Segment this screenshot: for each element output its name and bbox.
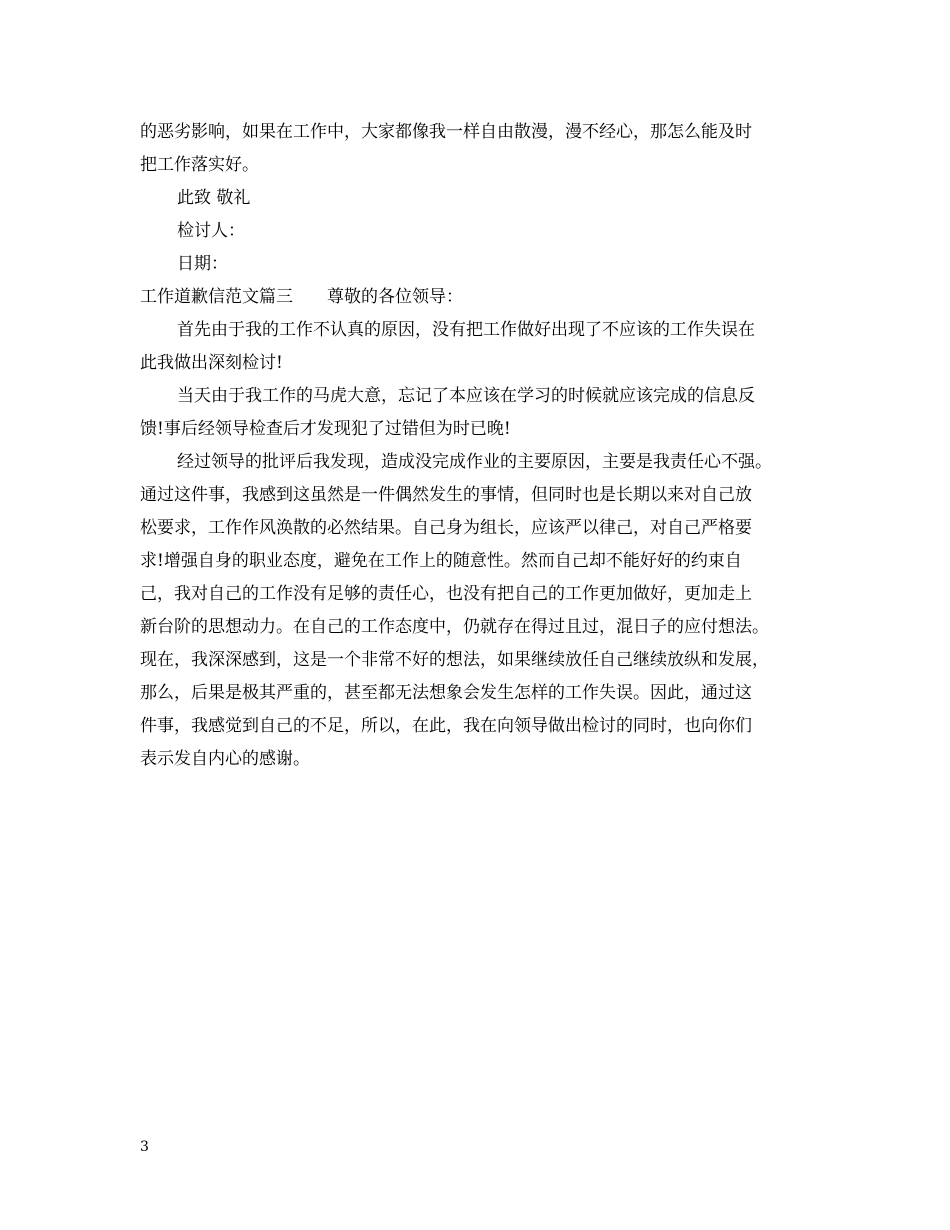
text-line: 通过这件事，我感到这虽然是一件偶然发生的事情，但同时也是长期以来对自己放 [140,485,752,505]
text-line: 那么，后果是极其严重的，甚至都无法想象会发生怎样的工作失误。因此，通过这 [140,683,752,703]
text-line: 新台阶的思想动力。在自己的工作态度中，仍就存在得过且过，混日子的应付想法。 [140,617,769,637]
closing-line: 此致 敬礼 [177,188,251,208]
document-body [140,116,840,776]
salutation: 尊敬的各位领导： [327,287,463,307]
text-line: 的恶劣影响，如果在工作中，大家都像我一样自由散漫，漫不经心，那怎么能及时 [140,122,752,142]
text-line: 己，我对自己的工作没有足够的责任心，也没有把自己的工作更加做好，更加走上 [140,584,752,604]
text-line: 把工作落实好。 [140,155,259,175]
text-line: 现在，我深深感到，这是一个非常不好的想法，如果继续放任自己继续放纵和发展， [140,650,769,670]
page-number: 3 [140,1139,149,1155]
text-line: 表示发自内心的感谢。 [140,749,310,769]
text-line: 求!增强自身的职业态度，避免在工作上的随意性。然而自己却不能好好的约束自 [140,551,742,571]
date-line: 日期： [177,254,228,274]
text-line: 当天由于我工作的马虎大意，忘记了本应该在学习的时候就应该完成的信息反 [177,386,755,406]
text-line: 馈!事后经领导检查后才发现犯了过错但为时已晚! [140,419,511,439]
text-line: 松要求，工作作风涣散的必然结果。自己身为组长，应该严以律己，对自己严格要 [140,518,752,538]
text-line: 经过领导的批评后我发现，造成没完成作业的主要原因，主要是我责任心不强。 [177,452,772,472]
section-title: 工作道歉信范文篇三 [140,287,293,307]
text-line: 此我做出深刻检讨! [140,353,283,373]
text-line: 件事，我感觉到自己的不足，所以，在此，我在向领导做出检讨的同时，也向你们 [140,716,752,736]
section-heading-line [140,281,840,314]
signer-line: 检讨人： [177,221,245,241]
text-line: 首先由于我的工作不认真的原因，没有把工作做好出现了不应该的工作失误在 [177,320,755,340]
